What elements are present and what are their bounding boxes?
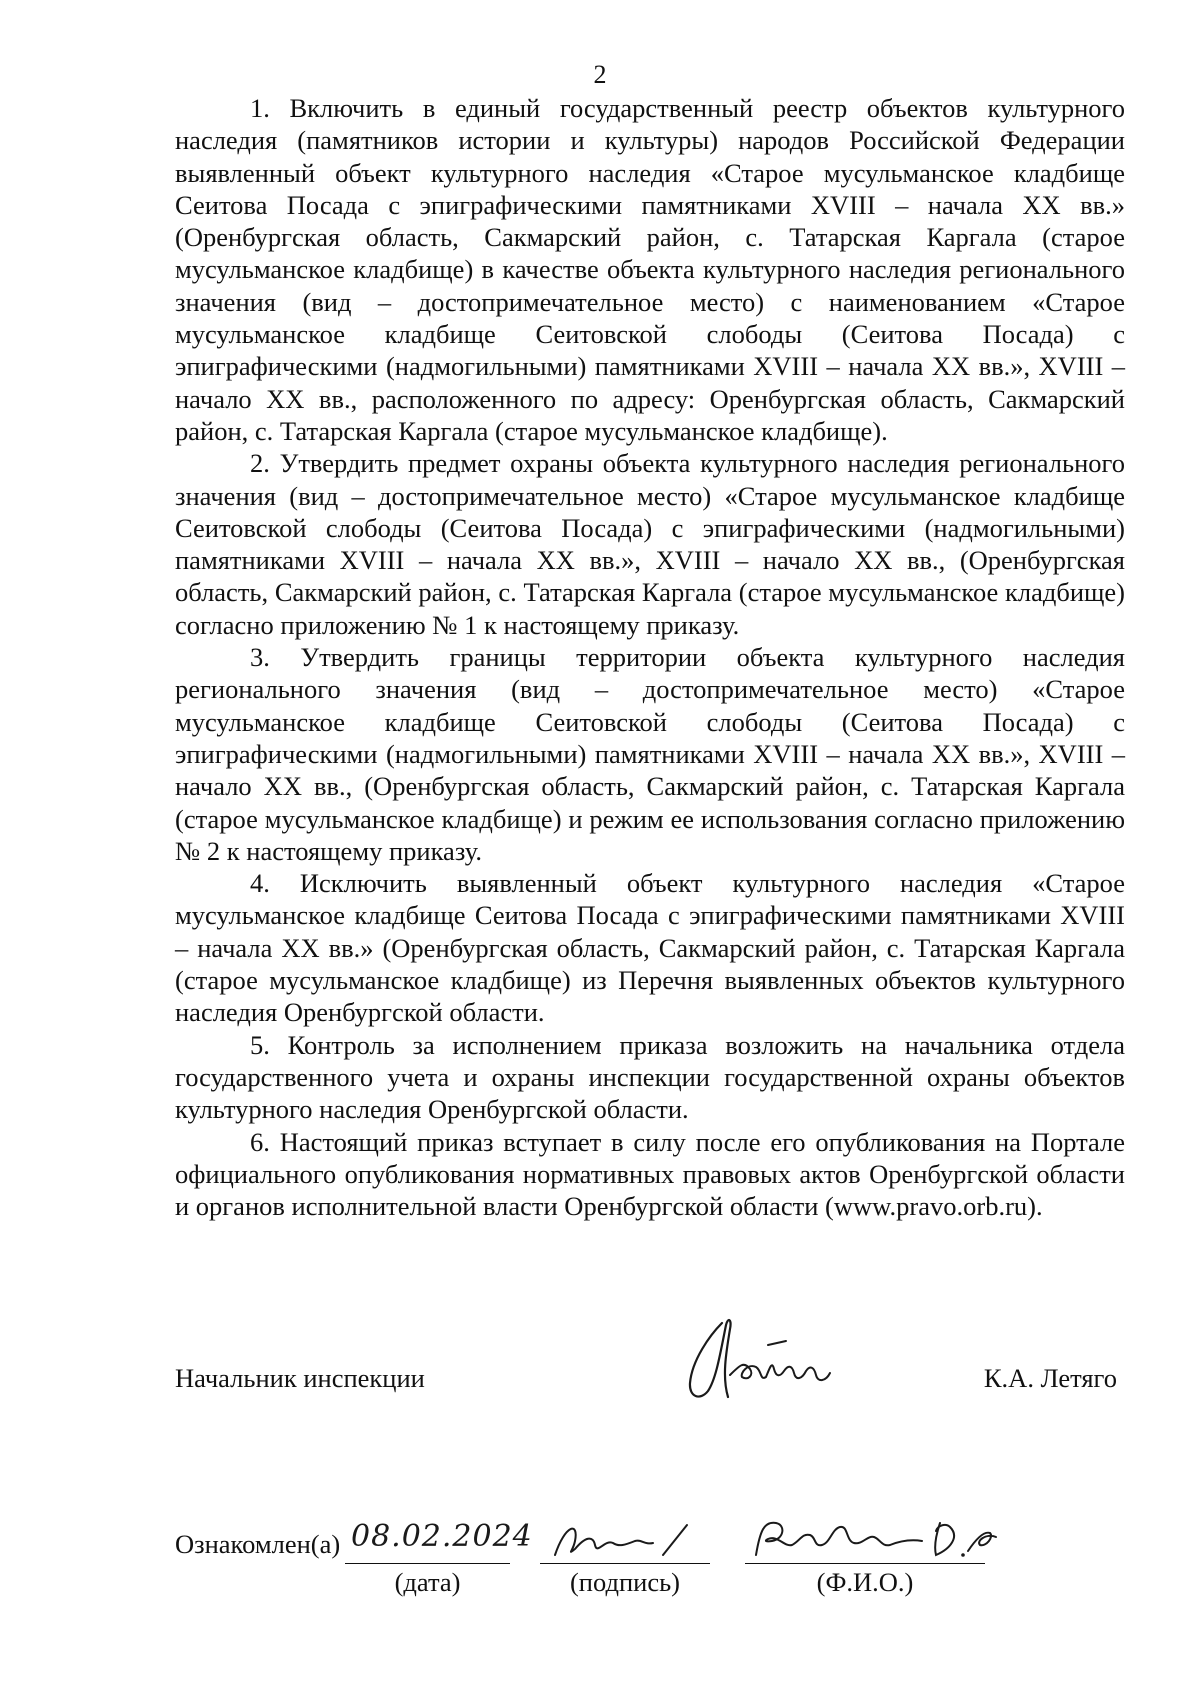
paragraph-6: 6. Настоящий приказ вступает в силу после его опубликования на Портале официального опубликования нормативных правовых актов Оренбургской области и органов исполнительной власти Оренбургской области (www.pravo.orb.ru). (175, 1126, 1125, 1222)
name-caption: (Ф.И.О.) (816, 1567, 914, 1597)
signer-title: Начальник инспекции (175, 1363, 425, 1393)
date-caption: (дата) (394, 1567, 461, 1597)
signer-name: К.А. Летяго (983, 1363, 1117, 1393)
signature-caption: (подпись) (569, 1567, 680, 1597)
paragraph-4: 4. Исключить выявленный объект культурного наследия «Старое мусульманское кладбище Сеитова Посада с эпиграфическими памятниками XVIII – начала XX вв.» (Оренбургская область, Сакмарский район, с. Татарская Каргала (старое мусульманское кладбище) из Перечня выявленных объектов культурного наследия Оренбургской области. (175, 868, 1125, 1028)
signature-block (175, 1355, 1125, 1405)
acknowledgement-name-handwriting (750, 1511, 1050, 1567)
date-line (345, 1563, 510, 1564)
paragraph-1: 1. Включить в единый государственный реестр объектов культурного наследия (памятников истории и культуры) народов Российской Федерации выявленный объект культурного наследия «Старое мусульманское кладбище Сеитова Посада с эпиграфическими памятниками XVIII – начала XX вв.» (Оренбургская область, Сакмарский район, с. Татарская Каргала (старое мусульманское кладбище) в качестве объекта культурного наследия регионального значения (вид – достопримечательное место) с наименованием «Старое мусульманское кладбище Сеитовской слободы (Сеитова Посада) с эпиграфическими (надмогильными) памятниками XVIII – начала XX вв.», XVIII – начало XX вв., расположенного по адресу: Оренбургская область, Сакмарский район, с. Татарская Каргала (старое мусульманское кладбище). (175, 93, 1125, 446)
acknowledgement-label: Ознакомлен(а) (175, 1529, 341, 1559)
paragraph-3: 3. Утвердить границы территории объекта культурного наследия регионального значения (вид – достопримечательное место) «Старое мусульманское кладбище Сеитовской слободы (Сеитова Посада) с эпиграфическими (надмогильными) памятниками XVIII – начала XX вв.», XVIII – начало XX вв., (Оренбургская область, Сакмарский район, с. Татарская Каргала (старое мусульманское кладбище) и режим ее использования согласно приложению № 2 к настоящему приказу. (175, 642, 1125, 866)
page-number: 2 (593, 60, 607, 89)
handwritten-signature (670, 1305, 870, 1415)
document-body (175, 92, 1125, 1222)
signature-line (540, 1563, 710, 1564)
acknowledgement-date: 08.02.2024 (351, 1519, 533, 1554)
paragraph-2: 2. Утвердить предмет охраны объекта культурного наследия регионального значения (вид – достопримечательное место) «Старое мусульманское кладбище Сеитовской слободы (Сеитова Посада) с эпиграфическими (надмогильными) памятниками XVIII – начала XX вв.», XVIII – начало XX вв., (Оренбургская область, Сакмарский район, с. Татарская Каргала (старое мусульманское кладбище) согласно приложению № 1 к настоящему приказу. (175, 448, 1125, 640)
acknowledgement-signature (545, 1515, 705, 1565)
name-line (745, 1563, 985, 1564)
paragraph-5: 5. Контроль за исполнением приказа возложить на начальника отдела государственного учета и охраны инспекции государственной охраны объектов культурного наследия Оренбургской области. (175, 1029, 1125, 1125)
acknowledgement-block (175, 1515, 1125, 1605)
